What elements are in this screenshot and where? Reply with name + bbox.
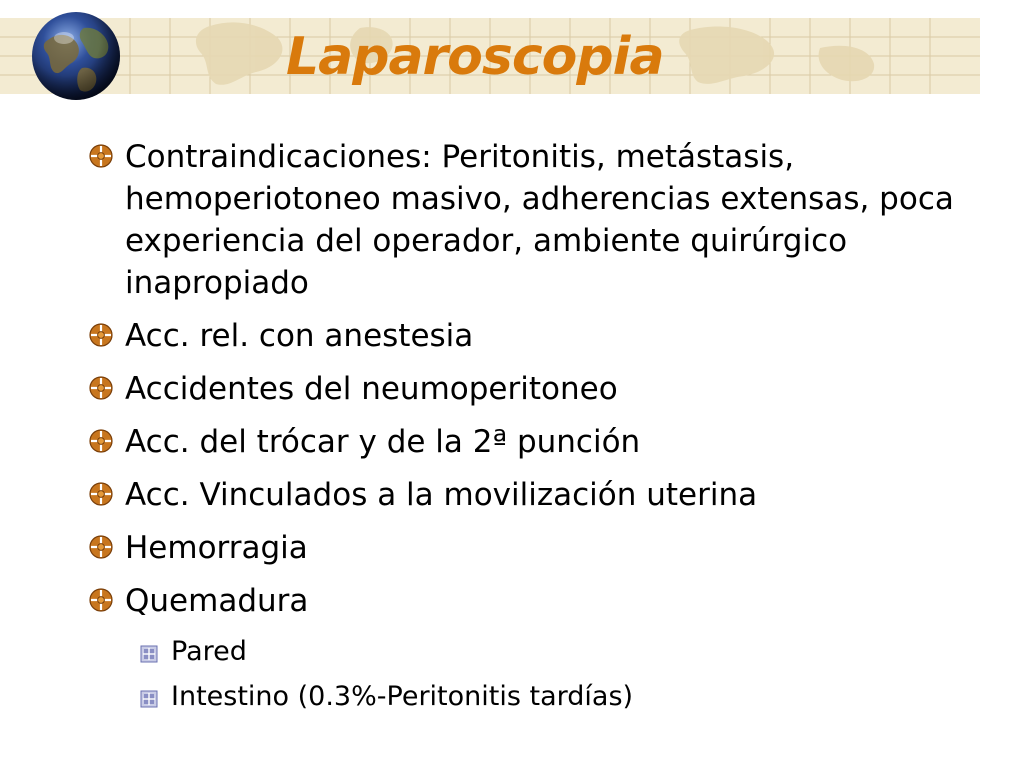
bullet-list <box>86 136 986 622</box>
square-bullet-icon <box>140 690 158 708</box>
globe-icon <box>30 10 122 102</box>
bullet-text: Contraindicaciones: Peritonitis, metástasis, hemoperiotoneo masivo, adherencias extensas, poca experiencia del operador, ambiente quirúrgico inapropiado <box>125 139 954 301</box>
gear-bullet-icon <box>88 481 114 507</box>
gear-bullet-icon <box>88 587 114 613</box>
sub-bullet-pared <box>86 633 986 671</box>
bullet-text: Hemorragia <box>125 530 308 566</box>
bullet-hemorragia <box>86 527 986 569</box>
bullet-movilizacion <box>86 474 986 516</box>
gear-bullet-icon <box>88 143 114 169</box>
sub-bullet-list <box>86 633 986 716</box>
bullet-contraindicaciones <box>86 136 986 304</box>
gear-bullet-icon <box>88 534 114 560</box>
bullet-quemadura <box>86 580 986 622</box>
bullet-anestesia <box>86 315 986 357</box>
sub-bullet-text: Pared <box>171 636 247 667</box>
bullet-text: Acc. rel. con anestesia <box>125 318 474 354</box>
gear-bullet-icon <box>88 428 114 454</box>
slide-title: Laparoscopia <box>286 27 664 87</box>
bullet-trocar <box>86 421 986 463</box>
sub-bullet-intestino <box>86 678 986 716</box>
bullet-text: Acc. Vinculados a la movilización uterina <box>125 477 758 513</box>
bullet-text: Accidentes del neumoperitoneo <box>125 371 618 407</box>
bullet-neumoperitoneo <box>86 368 986 410</box>
square-bullet-icon <box>140 645 158 663</box>
bullet-text: Quemadura <box>125 583 309 619</box>
gear-bullet-icon <box>88 375 114 401</box>
gear-bullet-icon <box>88 322 114 348</box>
slide-content <box>86 136 986 723</box>
bullet-text: Acc. del trócar y de la 2ª punción <box>125 424 641 460</box>
sub-bullet-text: Intestino (0.3%-Peritonitis tardías) <box>171 681 634 712</box>
